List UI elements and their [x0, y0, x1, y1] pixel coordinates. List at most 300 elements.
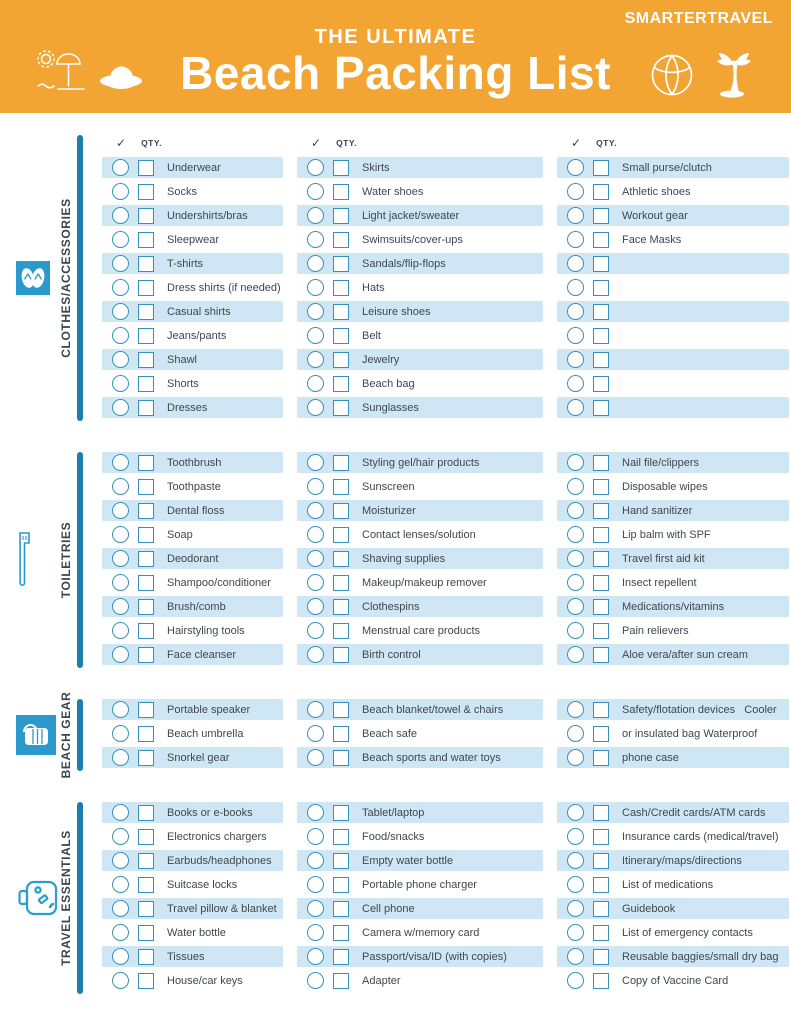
- qty-box[interactable]: [138, 949, 154, 965]
- checklist-row: [557, 301, 789, 322]
- checklist-row: [557, 157, 789, 178]
- qty-box[interactable]: [333, 599, 349, 615]
- qty-box[interactable]: [593, 551, 609, 567]
- qty-box[interactable]: [138, 184, 154, 200]
- checklist-row: [297, 301, 543, 322]
- qty-box[interactable]: [333, 400, 349, 416]
- checklist-row: [102, 898, 283, 919]
- check-circle[interactable]: [307, 646, 324, 663]
- section-bar: [77, 135, 83, 421]
- check-circle[interactable]: [307, 526, 324, 543]
- check-circle[interactable]: [112, 550, 129, 567]
- checklist-row: [297, 229, 543, 250]
- check-circle[interactable]: [567, 749, 584, 766]
- check-circle[interactable]: [112, 279, 129, 296]
- checklist-row: [557, 874, 789, 895]
- qty-box[interactable]: [138, 925, 154, 941]
- item-label: Swimsuits/cover-ups: [362, 233, 463, 246]
- check-circle[interactable]: [567, 900, 584, 917]
- check-circle[interactable]: [567, 399, 584, 416]
- qty-box[interactable]: [138, 328, 154, 344]
- qty-box[interactable]: [593, 184, 609, 200]
- check-circle[interactable]: [112, 725, 129, 742]
- section-travel-essentials: [0, 802, 791, 994]
- check-circle[interactable]: [112, 574, 129, 591]
- qty-box[interactable]: [138, 160, 154, 176]
- checklist-row: [557, 500, 789, 521]
- check-circle[interactable]: [567, 701, 584, 718]
- check-circle[interactable]: [307, 303, 324, 320]
- qty-box[interactable]: [333, 376, 349, 392]
- qty-box[interactable]: [333, 256, 349, 272]
- qty-box[interactable]: [333, 750, 349, 766]
- check-circle[interactable]: [567, 351, 584, 368]
- checklist-row: [297, 874, 543, 895]
- item-label: Shampoo/conditioner: [167, 576, 271, 589]
- qty-box[interactable]: [138, 208, 154, 224]
- qty-box[interactable]: [138, 376, 154, 392]
- qty-box[interactable]: [333, 479, 349, 495]
- item-label: Leisure shoes: [362, 305, 431, 318]
- item-label: Adapter: [362, 974, 401, 987]
- item-label: Small purse/clutch: [622, 161, 712, 174]
- check-circle[interactable]: [567, 303, 584, 320]
- qty-box[interactable]: [138, 647, 154, 663]
- check-mark-header: ✓: [311, 136, 322, 150]
- checklist-row: [102, 349, 283, 370]
- checklist-row: [102, 946, 283, 967]
- qty-box[interactable]: [138, 829, 154, 845]
- section-gutter: [0, 452, 88, 668]
- check-circle[interactable]: [307, 183, 324, 200]
- qty-box[interactable]: [138, 750, 154, 766]
- check-circle[interactable]: [112, 478, 129, 495]
- qty-box[interactable]: [333, 726, 349, 742]
- item-label: Shorts: [167, 377, 199, 390]
- check-circle[interactable]: [567, 231, 584, 248]
- item-label: Sandals/flip-flops: [362, 257, 446, 270]
- check-circle[interactable]: [112, 183, 129, 200]
- checklist-row: [297, 349, 543, 370]
- checklist-row: [102, 548, 283, 569]
- check-circle[interactable]: [307, 550, 324, 567]
- check-circle[interactable]: [307, 948, 324, 965]
- qty-box[interactable]: [593, 328, 609, 344]
- qty-box[interactable]: [333, 551, 349, 567]
- check-circle[interactable]: [567, 375, 584, 392]
- qty-box[interactable]: [138, 455, 154, 471]
- qty-box[interactable]: [593, 376, 609, 392]
- section-gutter: [0, 135, 88, 421]
- check-circle[interactable]: [112, 972, 129, 989]
- checklist-row: [557, 572, 789, 593]
- check-circle[interactable]: [112, 749, 129, 766]
- qty-box[interactable]: [593, 973, 609, 989]
- qty-box[interactable]: [593, 208, 609, 224]
- qty-box[interactable]: [138, 702, 154, 718]
- qty-box[interactable]: [593, 160, 609, 176]
- checklist-row: [102, 205, 283, 226]
- qty-box[interactable]: [138, 551, 154, 567]
- qty-box[interactable]: [333, 160, 349, 176]
- check-circle[interactable]: [307, 852, 324, 869]
- section-bar: [77, 802, 83, 994]
- check-circle[interactable]: [307, 399, 324, 416]
- qty-box[interactable]: [333, 503, 349, 519]
- checklist-row: [102, 397, 283, 418]
- qty-box[interactable]: [593, 750, 609, 766]
- beach-bag-icon: [16, 715, 56, 755]
- qty-box[interactable]: [138, 901, 154, 917]
- checklist-column: [102, 802, 283, 994]
- checklist-row: [297, 548, 543, 569]
- check-circle[interactable]: [567, 622, 584, 639]
- item-label: Travel pillow & blanket: [167, 902, 277, 915]
- qty-box[interactable]: [333, 304, 349, 320]
- check-circle[interactable]: [307, 725, 324, 742]
- qty-box[interactable]: [593, 527, 609, 543]
- qty-box[interactable]: [333, 853, 349, 869]
- item-label: Disposable wipes: [622, 480, 708, 493]
- check-circle[interactable]: [567, 876, 584, 893]
- item-label: Toothpaste: [167, 480, 221, 493]
- item-label: Sleepwear: [167, 233, 219, 246]
- check-circle[interactable]: [307, 207, 324, 224]
- check-circle[interactable]: [567, 924, 584, 941]
- item-label: Beach blanket/towel & chairs: [362, 703, 504, 716]
- check-circle[interactable]: [112, 303, 129, 320]
- check-circle[interactable]: [112, 828, 129, 845]
- qty-box[interactable]: [138, 503, 154, 519]
- check-circle[interactable]: [112, 622, 129, 639]
- checklist-row: [557, 349, 789, 370]
- item-label: Casual shirts: [167, 305, 231, 318]
- item-label: Hats: [362, 281, 385, 294]
- qty-box[interactable]: [333, 208, 349, 224]
- qty-box[interactable]: [333, 647, 349, 663]
- qty-box[interactable]: [593, 455, 609, 471]
- check-circle[interactable]: [567, 526, 584, 543]
- item-label: Electronics chargers: [167, 830, 267, 843]
- qty-box[interactable]: [333, 352, 349, 368]
- item-label: Portable speaker: [167, 703, 251, 716]
- checklist-row: [102, 157, 283, 178]
- check-circle[interactable]: [307, 749, 324, 766]
- checklist-content: [0, 113, 791, 994]
- item-label: Sunscreen: [362, 480, 415, 493]
- qty-box[interactable]: [333, 925, 349, 941]
- qty-box[interactable]: [138, 256, 154, 272]
- check-circle[interactable]: [567, 852, 584, 869]
- checklist-column: [557, 802, 789, 994]
- check-circle[interactable]: [567, 478, 584, 495]
- check-circle[interactable]: [112, 876, 129, 893]
- qty-box[interactable]: [333, 702, 349, 718]
- check-circle[interactable]: [112, 207, 129, 224]
- qty-box[interactable]: [138, 352, 154, 368]
- check-circle[interactable]: [112, 502, 129, 519]
- section-toiletries: [0, 452, 791, 668]
- qty-box[interactable]: [333, 575, 349, 591]
- check-circle[interactable]: [307, 804, 324, 821]
- item-label: Tissues: [167, 950, 205, 963]
- qty-box[interactable]: [593, 877, 609, 893]
- check-circle[interactable]: [112, 454, 129, 471]
- checklist-column: [102, 452, 283, 668]
- check-circle[interactable]: [567, 255, 584, 272]
- check-circle[interactable]: [307, 574, 324, 591]
- check-circle[interactable]: [112, 351, 129, 368]
- check-circle[interactable]: [567, 183, 584, 200]
- item-label: Aloe vera/after sun cream: [622, 648, 748, 661]
- section-label: CLOTHES/ACCESSORIES: [59, 198, 73, 358]
- check-circle[interactable]: [307, 231, 324, 248]
- check-circle[interactable]: [307, 900, 324, 917]
- check-circle[interactable]: [307, 701, 324, 718]
- check-circle[interactable]: [112, 804, 129, 821]
- check-circle[interactable]: [112, 399, 129, 416]
- qty-box[interactable]: [593, 925, 609, 941]
- qty-box[interactable]: [593, 232, 609, 248]
- check-circle[interactable]: [567, 725, 584, 742]
- checklist-row: [557, 548, 789, 569]
- check-circle[interactable]: [567, 279, 584, 296]
- check-circle[interactable]: [112, 852, 129, 869]
- item-label: Sunglasses: [362, 401, 419, 414]
- qty-box[interactable]: [138, 973, 154, 989]
- checklist-row: [102, 476, 283, 497]
- qty-box[interactable]: [333, 280, 349, 296]
- item-label: Underwear: [167, 161, 221, 174]
- checklist-row: [297, 325, 543, 346]
- item-label: Menstrual care products: [362, 624, 480, 637]
- item-label: Contact lenses/solution: [362, 528, 476, 541]
- item-label: Undershirts/bras: [167, 209, 248, 222]
- item-label: Socks: [167, 185, 197, 198]
- item-label: Nail file/clippers: [622, 456, 700, 469]
- column-header: [297, 135, 543, 151]
- check-circle[interactable]: [112, 375, 129, 392]
- check-circle[interactable]: [307, 598, 324, 615]
- checklist-row: [102, 301, 283, 322]
- checklist-column: [297, 802, 543, 994]
- checklist-row: [102, 620, 283, 641]
- checklist-row: [102, 850, 283, 871]
- page-title: Beach Packing List: [180, 47, 611, 99]
- item-label: Athletic shoes: [622, 185, 691, 198]
- section-bar: [77, 452, 83, 668]
- check-circle[interactable]: [307, 622, 324, 639]
- suitcase-icon: [16, 877, 60, 919]
- check-circle[interactable]: [567, 574, 584, 591]
- qty-box[interactable]: [593, 280, 609, 296]
- check-circle[interactable]: [307, 351, 324, 368]
- item-label: Shawl: [167, 353, 197, 366]
- check-circle[interactable]: [112, 900, 129, 917]
- qty-box[interactable]: [593, 304, 609, 320]
- check-circle[interactable]: [112, 924, 129, 941]
- check-circle[interactable]: [112, 231, 129, 248]
- qty-box[interactable]: [333, 328, 349, 344]
- checklist-row: [297, 524, 543, 545]
- qty-box[interactable]: [138, 232, 154, 248]
- item-label: Brush/comb: [167, 600, 226, 613]
- checklist-row: [557, 596, 789, 617]
- check-circle[interactable]: [112, 948, 129, 965]
- check-circle[interactable]: [112, 598, 129, 615]
- qty-box[interactable]: [138, 400, 154, 416]
- qty-box[interactable]: [138, 877, 154, 893]
- qty-box[interactable]: [593, 647, 609, 663]
- qty-box[interactable]: [333, 901, 349, 917]
- check-mark-header: ✓: [571, 136, 582, 150]
- title-kicker: THE ULTIMATE: [314, 26, 477, 48]
- qty-header: QTY.: [336, 138, 357, 148]
- check-circle[interactable]: [567, 828, 584, 845]
- check-circle[interactable]: [567, 972, 584, 989]
- item-label: Beach sports and water toys: [362, 751, 501, 764]
- qty-box[interactable]: [138, 280, 154, 296]
- checklist-row: [102, 277, 283, 298]
- checklist-row: [557, 277, 789, 298]
- qty-box[interactable]: [333, 829, 349, 845]
- qty-box[interactable]: [333, 232, 349, 248]
- checklist-row: [297, 922, 543, 943]
- checklist-row: [102, 325, 283, 346]
- qty-box[interactable]: [593, 599, 609, 615]
- section-gutter: [0, 691, 88, 779]
- item-label: Hairstyling tools: [167, 624, 245, 637]
- check-circle[interactable]: [307, 828, 324, 845]
- item-label: Insurance cards (medical/travel): [622, 830, 779, 843]
- item-label: Cell phone: [362, 902, 415, 915]
- qty-box[interactable]: [593, 949, 609, 965]
- qty-box[interactable]: [138, 304, 154, 320]
- qty-box[interactable]: [593, 853, 609, 869]
- checklist-row: [102, 229, 283, 250]
- checklist-column: [557, 452, 789, 668]
- qty-box[interactable]: [593, 400, 609, 416]
- qty-box[interactable]: [138, 575, 154, 591]
- check-circle[interactable]: [307, 924, 324, 941]
- qty-box[interactable]: [138, 726, 154, 742]
- qty-box[interactable]: [333, 455, 349, 471]
- item-label: Workout gear: [622, 209, 688, 222]
- column-header: [557, 135, 789, 151]
- qty-box[interactable]: [333, 949, 349, 965]
- checklist-column: [297, 699, 543, 771]
- qty-header: QTY.: [141, 138, 162, 148]
- qty-box[interactable]: [593, 726, 609, 742]
- check-circle[interactable]: [307, 375, 324, 392]
- check-circle[interactable]: [307, 502, 324, 519]
- qty-box[interactable]: [593, 623, 609, 639]
- qty-box[interactable]: [593, 479, 609, 495]
- check-circle[interactable]: [112, 701, 129, 718]
- qty-box[interactable]: [138, 527, 154, 543]
- check-circle[interactable]: [307, 159, 324, 176]
- item-label: Skirts: [362, 161, 390, 174]
- check-circle[interactable]: [567, 550, 584, 567]
- checklist-row: [102, 596, 283, 617]
- item-label: Copy of Vaccine Card: [622, 974, 729, 987]
- item-label: Camera w/memory card: [362, 926, 480, 939]
- check-circle[interactable]: [112, 327, 129, 344]
- check-circle[interactable]: [307, 255, 324, 272]
- check-circle[interactable]: [567, 207, 584, 224]
- qty-box[interactable]: [333, 623, 349, 639]
- check-circle[interactable]: [307, 327, 324, 344]
- checklist-row: [557, 397, 789, 418]
- checklist-column: [297, 452, 543, 668]
- qty-box[interactable]: [333, 973, 349, 989]
- qty-box[interactable]: [333, 877, 349, 893]
- qty-box[interactable]: [138, 623, 154, 639]
- qty-box[interactable]: [593, 829, 609, 845]
- checklist-row: [102, 452, 283, 473]
- qty-box[interactable]: [138, 479, 154, 495]
- checklist-row: [557, 826, 789, 847]
- checklist-row: [102, 802, 283, 823]
- item-label: Itinerary/maps/directions: [622, 854, 742, 867]
- checklist-row: [102, 644, 283, 665]
- checklist-row: [297, 747, 543, 768]
- qty-box[interactable]: [333, 527, 349, 543]
- checklist-row: [557, 723, 789, 744]
- item-label: Light jacket/sweater: [362, 209, 460, 222]
- item-label: Cash/Credit cards/ATM cards: [622, 806, 766, 819]
- check-circle[interactable]: [567, 598, 584, 615]
- check-circle[interactable]: [112, 255, 129, 272]
- qty-box[interactable]: [333, 805, 349, 821]
- check-circle[interactable]: [567, 454, 584, 471]
- qty-box[interactable]: [333, 184, 349, 200]
- item-label: Face cleanser: [167, 648, 237, 661]
- check-circle[interactable]: [307, 454, 324, 471]
- qty-box[interactable]: [593, 805, 609, 821]
- checklist-row: [557, 620, 789, 641]
- check-circle[interactable]: [112, 646, 129, 663]
- check-circle[interactable]: [567, 804, 584, 821]
- qty-box[interactable]: [138, 599, 154, 615]
- qty-box[interactable]: [593, 352, 609, 368]
- check-circle[interactable]: [307, 876, 324, 893]
- item-label: Dress shirts (if needed): [167, 281, 281, 294]
- checklist-row: [297, 397, 543, 418]
- check-circle[interactable]: [307, 279, 324, 296]
- checklist-row: [297, 452, 543, 473]
- check-circle[interactable]: [567, 646, 584, 663]
- check-circle[interactable]: [567, 327, 584, 344]
- qty-box[interactable]: [593, 256, 609, 272]
- check-circle[interactable]: [307, 972, 324, 989]
- check-circle[interactable]: [112, 526, 129, 543]
- check-circle[interactable]: [112, 159, 129, 176]
- check-circle[interactable]: [567, 159, 584, 176]
- qty-box[interactable]: [593, 503, 609, 519]
- qty-box[interactable]: [593, 901, 609, 917]
- qty-box[interactable]: [593, 575, 609, 591]
- checklist-column: [557, 699, 789, 771]
- qty-box[interactable]: [138, 805, 154, 821]
- check-circle[interactable]: [567, 502, 584, 519]
- checklist-row: [297, 277, 543, 298]
- check-circle[interactable]: [307, 478, 324, 495]
- check-circle[interactable]: [567, 948, 584, 965]
- qty-box[interactable]: [593, 702, 609, 718]
- item-label: Food/snacks: [362, 830, 425, 843]
- qty-box[interactable]: [138, 853, 154, 869]
